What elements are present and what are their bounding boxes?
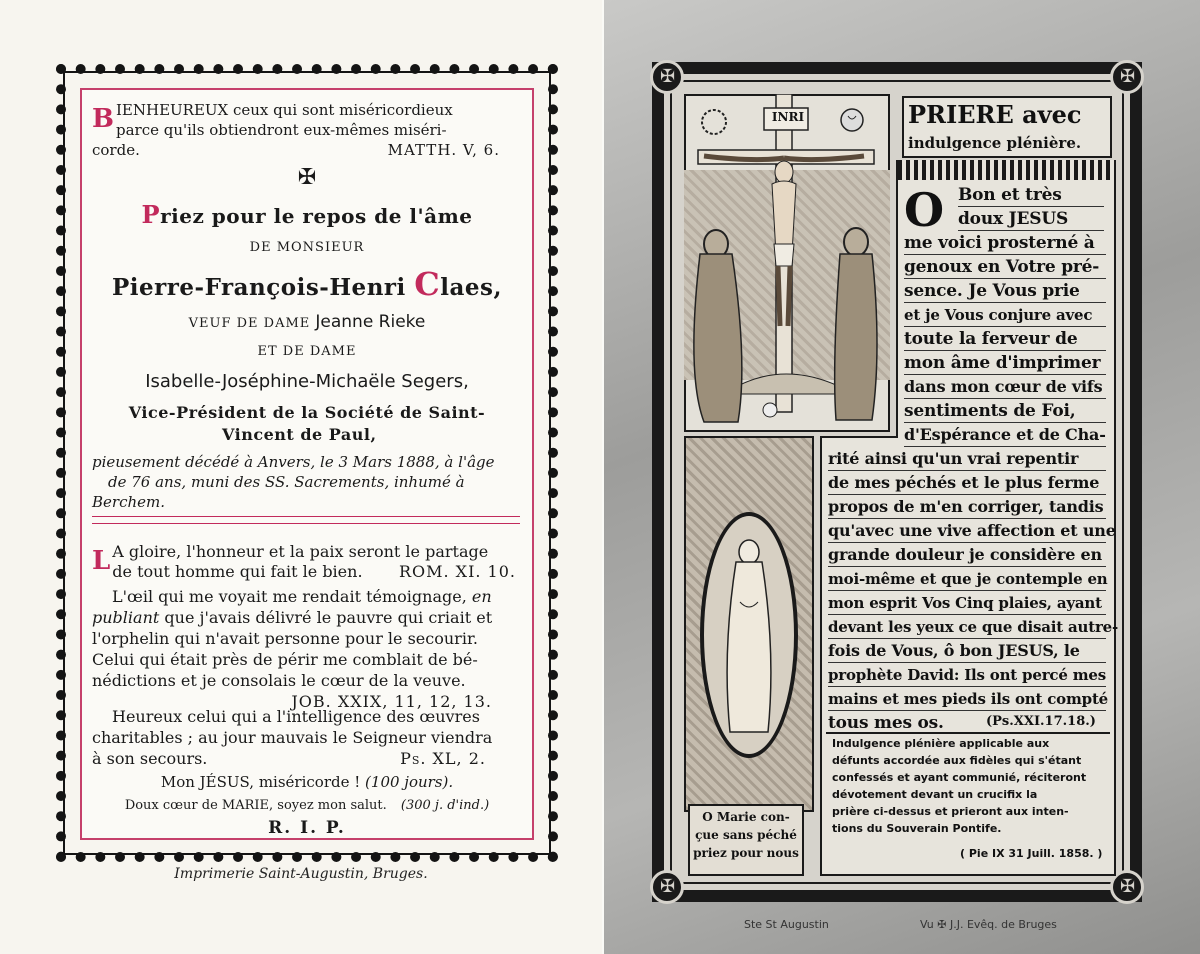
rip: R. I. P. <box>268 818 346 838</box>
prayer-line: tous mes os. <box>828 713 944 733</box>
death-notice <box>92 452 522 512</box>
prayer-line: toute la ferveur de <box>904 328 1106 351</box>
de-monsieur: DE MONSIEUR <box>249 240 365 255</box>
job-line-1: L'œil qui me voyait me rendait témoignage, <box>112 587 467 606</box>
veuf-label: VEUF DE DAME <box>188 316 311 331</box>
banner-line-3: priez pour nous <box>693 846 799 860</box>
banner-line-1: O Marie con- <box>702 810 790 824</box>
corner-ornament-icon <box>1110 60 1144 94</box>
job-reference: JOB. XXIX, 11, 12, 13. <box>291 692 492 711</box>
society-title <box>92 402 522 446</box>
prayer-jesus <box>92 772 522 792</box>
beatitude-line-2: parce qu'ils obtiendront eux-mêmes miséri- <box>115 121 447 139</box>
job-line-5: nédictions et je consolais le cœur de la veuve. <box>92 671 466 690</box>
dropcap-l: L <box>92 546 111 576</box>
deceased-name-first: Pierre-François-Henri <box>112 274 415 301</box>
deceased-name-last: laes, <box>440 274 502 301</box>
prayer-marie-indulgence: (300 j. d'ind.) <box>400 798 490 813</box>
title-ornament-band <box>898 160 1114 180</box>
first-wife-name: Jeanne Rieke <box>315 312 426 332</box>
prayer-jesus-text: Mon JÉSUS, miséricorde ! <box>160 773 361 791</box>
prayer-subtitle: indulgence plénière. <box>908 134 1082 152</box>
heureux-reference: Ps. XL, 2. <box>400 749 486 768</box>
job-verse <box>92 586 522 712</box>
indulgence-line: confessés et ayant communié, réciteront <box>832 771 1087 784</box>
madonna-figure-icon <box>700 512 798 758</box>
et-de-dame: ET DE DAME <box>257 344 357 359</box>
corner-ornament-icon <box>650 60 684 94</box>
prayer-title: PRIERE avec <box>908 100 1082 129</box>
corner-ornament-icon <box>650 870 684 904</box>
prayer-line: Bon et très <box>958 184 1104 207</box>
crucifixion-illustration <box>684 94 890 432</box>
prayer-jesus-indulgence: (100 jours). <box>365 773 454 791</box>
heureux-line-1: Heureux celui qui a l'intelligence des œuvres <box>112 707 480 726</box>
prayer-line: fois de Vous, ô bon JESUS, le <box>828 640 1106 663</box>
red-divider <box>92 516 520 524</box>
job-line-2-italic: publiant <box>92 608 160 627</box>
job-line-4: Celui qui était près de périr me comblait de bé- <box>92 650 478 669</box>
heureux-line-3: à son secours. <box>92 749 208 768</box>
prayer-line: rité ainsi qu'un vrai repentir <box>828 448 1106 471</box>
heureux-verse <box>92 706 522 769</box>
indulgence-line: prière ci-dessus et prieront aux inten- <box>832 805 1069 818</box>
prayer-line: sentiments de Foi, <box>904 400 1106 423</box>
cross-icon: ✠ <box>297 165 317 190</box>
prayer-line: doux JESUS <box>958 208 1104 231</box>
beatitude-reference: MATTH. V, 6. <box>387 141 500 159</box>
marie-banner-text <box>690 808 802 862</box>
death-line-3: Berchem. <box>92 493 166 511</box>
gloire-line-1: A gloire, l'honneur et la paix seront le partage <box>112 542 489 561</box>
prayer-line: devant les yeux ce que disait autre- <box>828 616 1106 639</box>
beatitude-line-3: corde. <box>92 141 140 159</box>
job-line-1-italic: en <box>471 587 492 606</box>
pie-reference: ( Pie IX 31 Juill. 1858. ) <box>960 847 1103 860</box>
gloire-verse <box>92 542 522 582</box>
inri-plaque: INRI <box>771 110 805 124</box>
credit-left: Ste St Augustin <box>744 918 829 931</box>
beatitude-line-1: IENHEUREUX ceux qui sont miséricordieux <box>115 101 453 119</box>
banner-line-2: çue sans péché <box>695 828 797 842</box>
second-wife-name: Isabelle-Joséphine-Michaële Segers, <box>145 371 469 392</box>
prayer-line: prophète David: Ils ont percé mes <box>828 664 1106 687</box>
prayer-line: moi-même et que je contemple en <box>828 568 1106 591</box>
death-line-1: pieusement décédé à Anvers, le 3 Mars 1888, à l'âge <box>92 453 495 471</box>
job-line-3: l'orphelin qui n'avait personne pour le secourir. <box>92 629 478 648</box>
job-line-2: que j'avais délivré le pauvre qui criait et <box>164 608 493 627</box>
beatitude-verse <box>92 100 522 160</box>
deceased-name <box>92 266 522 306</box>
psalm-reference: (Ps.XXI.17.18.) <box>986 714 1096 729</box>
prayer-line: mains et mes pieds ils ont compté <box>828 688 1106 711</box>
death-line-2: de 76 ans, muni des SS. Sacrements, inhumé à <box>108 473 465 491</box>
society-title-line-1: Vice-Président de la Société de Saint- <box>128 403 486 422</box>
pray-title-rest: riez pour le repos de l'âme <box>160 204 473 228</box>
indulgence-line: Indulgence plénière applicable aux <box>832 737 1050 750</box>
deceased-name-initial: C <box>414 265 441 303</box>
prayer-dropcap: O <box>904 183 945 237</box>
prayer-line: mon esprit Vos Cinq plaies, ayant <box>828 592 1106 615</box>
prayer-line: genoux en Votre pré- <box>904 256 1106 279</box>
prayer-line: me voici prosterné à <box>904 232 1106 255</box>
prayer-line: et je Vous conjure avec <box>904 304 1106 327</box>
indulgence-line: défunts accordée aux fidèles qui s'étant <box>832 754 1082 767</box>
gloire-line-2: de tout homme qui fait le bien. <box>112 562 363 581</box>
printer-credit: Imprimerie Saint-Augustin, Bruges. <box>174 866 428 882</box>
prayer-line: grande douleur je considère en <box>828 544 1106 567</box>
society-title-line-2: Vincent de Paul, <box>222 425 377 444</box>
prayer-line: de mes péchés et le plus ferme <box>828 472 1106 495</box>
widower-line <box>92 312 522 334</box>
prayer-marie <box>92 796 522 816</box>
indulgence-line: tions du Souverain Pontife. <box>832 822 1002 835</box>
indulgence-line: dévotement devant un crucifix la <box>832 788 1038 801</box>
prayer-line: dans mon cœur de vifs <box>904 376 1106 399</box>
prayer-line: mon âme d'imprimer <box>904 352 1106 375</box>
prayer-marie-text: Doux cœur de MARIE, soyez mon salut. <box>124 798 387 813</box>
heureux-line-2: charitables ; au jour mauvais le Seigneur viendra <box>92 728 493 747</box>
credit-right: Vu ✠ J.J. Evêq. de Bruges <box>920 918 1057 931</box>
prayer-line: sence. Je Vous prie <box>904 280 1106 303</box>
prayer-line: d'Espérance et de Cha- <box>904 424 1106 447</box>
pray-title: Priez pour le repos de l'âme <box>141 200 473 229</box>
dropcap-b: B <box>92 104 114 134</box>
prayer-line: qu'avec une vive affection et une <box>828 520 1106 543</box>
prayer-line: propos de m'en corriger, tandis <box>828 496 1106 519</box>
gloire-reference: ROM. XI. 10. <box>398 562 516 581</box>
